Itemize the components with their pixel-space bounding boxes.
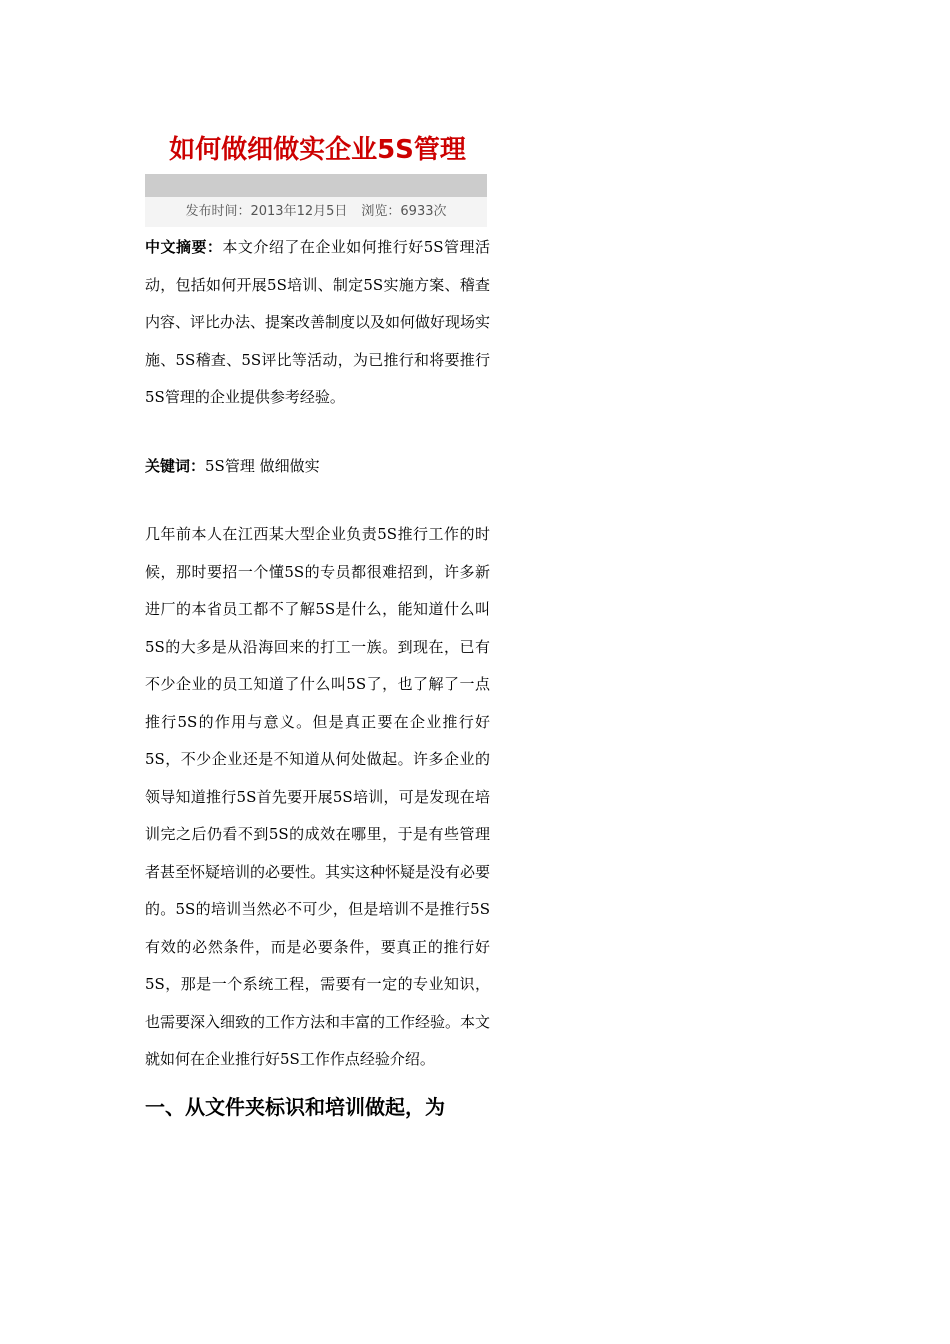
keywords-paragraph [145,448,490,486]
section-heading: 一、从文件夹标识和培训做起，为 [145,1094,445,1119]
publish-date: 2013年12月5日 [250,204,348,219]
publish-label: 发布时间： [185,204,251,219]
article-title: 如何做细做实企业5S管理 [169,135,466,165]
title-divider-bar [145,174,487,197]
article [145,128,490,1127]
article-meta [145,197,487,227]
views-label: 浏览： [361,204,401,219]
keywords-label: 关键词： [145,456,206,475]
views-unit: 次 [433,204,447,219]
views-count: 6933 [400,204,434,219]
body-paragraph: 几年前本人在江西某大型企业负责5S推行工作的时候，那时要招一个懂5S的专员都很难招到，许多新进厂的本省员工都不了解5S是什么，能知道什么叫5S的大多是从沿海回来的打工一族。到现在，已有不少企业的员工知道了什么叫5S了，也了解了一点推行5S的作用与意义。但是真正要在企业推行好5S，不少企业还是不知道从何处做起。许多企业的领导知道推行5S首先要开展5S培训，可是发现在培训完之后仍看不到5S的成效在哪里，于是有些管理者甚至怀疑培训的必要性。其实这种怀疑是没有必要的。5S的培训当然必不可少，但是培训不是推行5S有效的必然条件，而是必要条件，要真正的推行好5S，那是一个系统工程，需要有一定的专业知识，也需要深入细致的工作方法和丰富的工作经验。本文就如何在企业推行好5S工作作点经验介绍。 [145,525,491,1068]
abstract-label: 中文摘要： [145,238,223,256]
keywords-text: 5S管理 做细做实 [205,456,320,475]
abstract-paragraph [145,229,490,417]
abstract-text: 本文介绍了在企业如何推行好5S管理活动，包括如何开展5S培训、制定5S实施方案、稽查内容、评比办法、提案改善制度以及如何做好现场实施、5S稽查、5S评比等活动，为已推行和将要推行5S管理的企业提供参考经验。 [145,238,491,406]
